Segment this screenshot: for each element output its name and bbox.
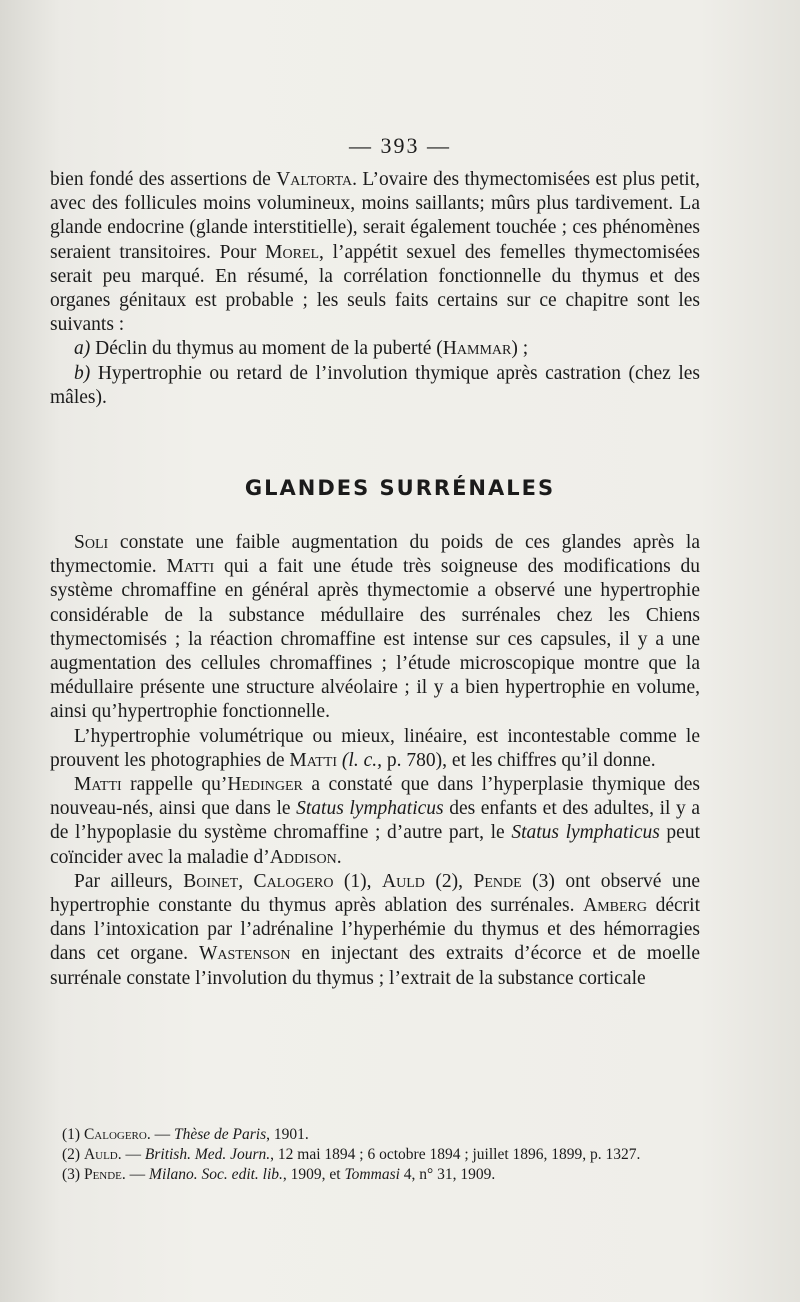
author-name: Hammar <box>442 338 512 360</box>
list-label: a) <box>74 338 91 360</box>
text-run: . <box>336 846 342 868</box>
footnote-number: (2) <box>62 1146 84 1163</box>
author-name: Morel <box>265 241 320 263</box>
text-run: constate une faible augmentation du poids de ces glandes après la thymectomie. <box>50 532 700 578</box>
text-run: peut coïncider avec la maladie d’ <box>50 822 700 868</box>
text-run: . — <box>146 1126 174 1143</box>
author-name: Addison <box>269 846 337 868</box>
paragraph-2 <box>50 725 700 773</box>
work-title: British. Med. Journ. <box>144 1146 271 1163</box>
footnotes <box>62 1125 702 1185</box>
author-name: Matti <box>74 774 122 796</box>
footnote-ref: (1), <box>333 870 383 892</box>
text-run: , l’appétit sexuel des femelles thymectomisées serait peu marqué. En résumé, la corrélation fonctionnelle du thymus et des organes génitaux est probable ; les seuls faits certains sur ce chapitre sont les suivants : <box>50 241 700 336</box>
list-item-b <box>50 362 700 410</box>
text-run: , 1901. <box>266 1126 309 1143</box>
text-run: ) ; <box>511 338 529 360</box>
author-name: Auld <box>382 870 425 892</box>
intro-text <box>50 168 700 410</box>
author-name: Valtorta <box>276 169 353 190</box>
paragraph-4 <box>50 870 700 991</box>
text-run: bien fondé des assertions de <box>50 169 277 190</box>
text-run: a constaté que dans l’hyperplasie thymique des nouveau-nés, ainsi que dans le <box>50 774 700 820</box>
work-title: Milano. Soc. edit. lib. <box>149 1166 283 1183</box>
author-name: Wastenson <box>199 943 291 965</box>
footnote-number: (1) <box>62 1126 84 1143</box>
footnote-ref: (2), <box>424 870 474 892</box>
text-run: (3) ont observé une hypertrophie constante du thymus après ablation des surrénales. <box>50 870 700 917</box>
footnote-3 <box>62 1165 702 1185</box>
work-title: Thèse de Paris <box>173 1126 267 1143</box>
work-title: Tommasi <box>344 1166 400 1183</box>
latin-term: Status lymphaticus <box>296 798 444 820</box>
text-run: . — <box>117 1146 145 1163</box>
section-body <box>50 531 700 991</box>
author-name: Pende <box>473 870 522 892</box>
paragraph-1 <box>50 531 700 725</box>
text-run: 4, n° 31, 1909. <box>399 1166 496 1183</box>
list-label: b) <box>74 362 91 384</box>
latin-term: Status lymphaticus <box>511 822 660 844</box>
author-name: Hedinger <box>227 774 303 796</box>
text-run: p. 780), et les chiffres qu’il donne. <box>382 749 656 771</box>
text-run: Hypertrophie ou retard de l’involution thymique après castration (chez les mâles). <box>50 362 700 408</box>
text-run: Par ailleurs, <box>74 870 184 892</box>
text-run: décrit dans l’intoxication par l’adrénaline l’hyperhémie du thymus et des hémorragies dans cet organe. <box>50 895 701 965</box>
intro-paragraph <box>50 168 700 337</box>
text-run: en injectant des extraits d’écorce et de moelle surrénale constate l’involution du thymus ; l’extrait de la substance corticale <box>50 943 700 989</box>
text-run: , 1909, et <box>282 1166 345 1183</box>
list-item-a <box>50 337 700 361</box>
author-name: Soli <box>74 532 109 553</box>
author-name: Pende <box>83 1166 122 1183</box>
text-run: rappelle qu’ <box>121 774 228 796</box>
footnote-1 <box>62 1125 702 1145</box>
author-name: Boinet, Calogero <box>183 870 334 892</box>
text-run: qui a fait une étude très soigneuse des modifications du système chromaffine en général après thymectomie a observé une hypertrophie considérable de la substance médullaire des surrénales chez les Chiens thymectomisés ; la réaction chromaffine est intense sur ces capsules, il y a une augmentation des cellules chromaffines ; l’étude microscopique montre que la médullaire présente une structure alvéolaire ; il y a bien hypertrophie en volume, ainsi qu’hypertrophie fonctionnelle. <box>50 556 700 723</box>
author-name: Matti <box>166 556 215 578</box>
text-run: L’hypertrophie volumétrique ou mieux, linéaire, est incontestable comme le prouvent les photographies de <box>50 725 700 771</box>
text-run: , 12 mai 1894 ; 6 octobre 1894 ; juillet 1896, 1899, p. 1327. <box>270 1146 641 1163</box>
text-run: . L’ovaire des thymectomisées est plus petit, avec des follicules moins volumineux, moins saillants; mûrs plus tardivement. La glande endocrine (glande interstitielle), serait également touchée ; ces phénomènes seraient transitoires. Pour <box>50 169 701 263</box>
author-name: Calogero <box>83 1126 147 1143</box>
section-title: GLANDES SURRÉNALES <box>244 476 556 500</box>
paragraph-3 <box>50 773 700 870</box>
page-number: — 393 — <box>349 133 451 158</box>
citation: (l. c., <box>337 749 382 771</box>
text-run: . — <box>121 1166 150 1183</box>
text-run: des enfants et des adultes, il y a de l’hypoplasie du système chromaffine ; d’autre part, le <box>50 798 700 844</box>
footnote-2 <box>62 1145 702 1165</box>
text-run: Déclin du thymus au moment de la puberté ( <box>90 338 443 360</box>
footnote-number: (3) <box>62 1166 84 1183</box>
author-name: Amberg <box>583 895 647 917</box>
author-name: Matti <box>289 749 338 771</box>
author-name: Auld <box>83 1146 118 1163</box>
